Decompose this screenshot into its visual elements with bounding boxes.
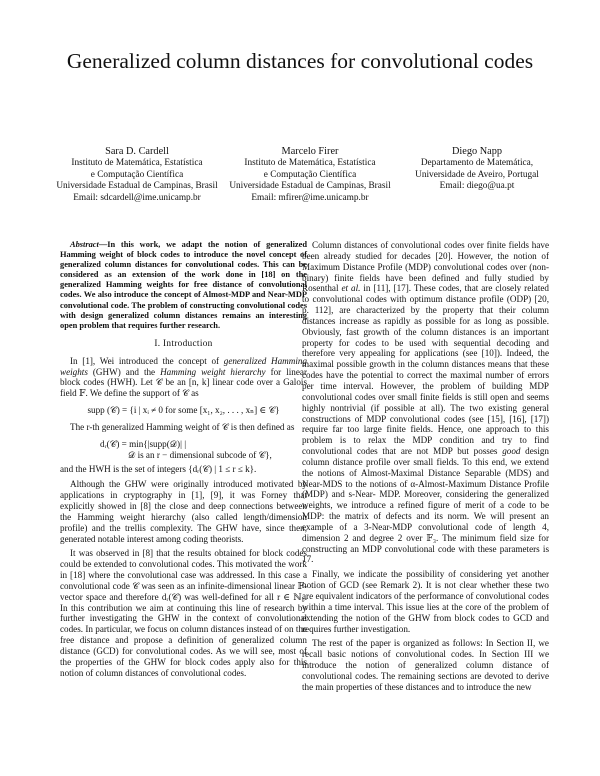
- text-run: In [1], Wei introduced the concept of: [70, 355, 224, 366]
- text-run: (GHW) and the: [87, 366, 161, 377]
- emphasis-text: good: [502, 446, 521, 457]
- author-affiliation: Departamento de Matemática,: [420, 158, 534, 168]
- author-affiliation: Instituto de Matemática, Estatística: [244, 158, 376, 168]
- author-affiliation: Universidade de Aveiro, Portugal: [415, 169, 539, 180]
- equation-line: dᵣ(𝒞) = min{|supp(𝒟)| |: [100, 438, 187, 449]
- section-heading: I. Introduction: [154, 338, 213, 349]
- intro-paragraph-5: It was observed in [8] that the results obtained for block codes could be extended to convolutional codes. This motivated the work in [18] where the convolutional case was addressed. In this case a convolutional code 𝒞 was seen as an infinite-dimensional linear 𝔽-vector space and therefore dᵣ(𝒞) was well-defined for all r ∈ ℕ₀. In this contribution we aim at continuing this line of research by further investigating the GHW in the context of convolutional codes. In particular, we focus on column distances instead of on the free distance and propose a definition of generalized column distance (GCD) for convolutional codes. As we will see, most of the properties of the GHW for block codes apply also for this notion of column distances of convolutional codes.: [60, 548, 307, 678]
- text-run: Column distances of convolutional codes over finite fields have been already studied for decades [20]. However, the notion of Maximum Distance Profile (MDP) convolutional codes over (non-binary) finite fields have been defined and fully studied by Rosenthal: [302, 240, 549, 294]
- intro-paragraph-6: [302, 240, 549, 565]
- equation-ghw: [100, 439, 307, 461]
- emphasis-text: Hamming weight hierarchy: [160, 366, 266, 377]
- intro-paragraph-1: [60, 356, 307, 399]
- author-affiliation: Universidade Estadual de Campinas, Brasil: [56, 181, 218, 192]
- author-name: Diego Napp: [451, 146, 503, 157]
- abstract: [60, 240, 307, 331]
- emphasis-text: generalized Hamming weights: [60, 355, 307, 377]
- author-affiliation: e Computação Científica: [90, 169, 184, 180]
- author-napp: [394, 145, 560, 193]
- emphasis-text: et al.: [341, 283, 361, 294]
- intro-paragraph-7: Finally, we indicate the possibility of considering yet another notion of GCD (see Remark 2). It is not clear whether these two are equivalent indicators of the performance of convolutional codes within a time interval. This issue lies at the core of the problem of extending the notion of the GHW from block codes to GCD and requires further investigation.: [302, 569, 549, 634]
- author-affiliation: e Computação Científica: [263, 169, 357, 180]
- abstract-text: —In this work, we adapt the notion of generalized Hamming weight of block codes to introduce the novel concept of generalized column distances for convolutional codes. This can be considered as an extension of the work done in [18] on the generalized Hamming weights for free distance of convolutional codes. We also introduce the concept of Almost-MDP and Near-MDP convolutional code. The problem of constructing convolutional codes with design generalized column distances remains an interesting open problem that requires further research.: [60, 240, 307, 330]
- text-run: for linear block codes (HWH). Let 𝒞 be an [n, k] linear code over a Galois field 𝔽. We define the support of 𝒞 as: [60, 366, 307, 399]
- author-name: Marcelo Firer: [281, 146, 339, 157]
- author-name: Sara D. Cardell: [105, 146, 169, 157]
- left-column: [60, 240, 307, 678]
- intro-paragraph-4: Although the GHW were originally introduced motivated by applications in cryptography in [1], [9], it was Forney that explicitly showed in [8] the close and deep connections between the Hamming weight hierarchy (also called length/dimension profile) and the trellis complexity. The GHW have, since then, generated notable interest among coding theorists.: [60, 479, 307, 544]
- author-firer: [220, 145, 400, 204]
- intro-paragraph-2: The r-th generalized Hamming weight of 𝒞 is then defined as: [70, 421, 295, 432]
- paper-title: Generalized column distances for convolutional codes: [66, 49, 534, 73]
- author-email: Email: sdcardell@ime.unicamp.br: [73, 192, 201, 203]
- author-affiliation: Instituto de Matemática, Estatística: [71, 158, 203, 168]
- author-cardell: [48, 145, 226, 204]
- author-email: Email: diego@ua.pt: [439, 181, 515, 192]
- equation-line: 𝒟 is an r − dimensional subcode of 𝒞},: [128, 449, 272, 460]
- text-run: design column distance profile over small fields. To this end, we extend the notions of Almost-Maximal Distance Separable (MDS) and Near-MDS to the notions of α-Almost-Maximum Distance Profile (MDP) and s-Near- MDP. Moreover, considering the generalized weights, we introduce a refined figure of merit of a code to be MDP: the matrix of defects and its norm. We will present an example of a 3-Near-MDP convolutional code of length 4, dimension 2 and degree 2 over 𝔽₃. The minimum field size for constructing an MDP convolutional code with these parameters is 17.: [302, 446, 549, 565]
- intro-paragraph-3: and the HWH is the set of integers {dᵣ(𝒞) | 1 ≤ r ≤ k}.: [60, 464, 257, 475]
- author-affiliation: Universidade Estadual de Campinas, Brasil: [229, 181, 391, 192]
- equation-support: supp (𝒞) = {i | xᵢ ≠ 0 for some [x₁, x₂, . . . , xₙ] ∈ 𝒞}: [87, 405, 280, 416]
- intro-paragraph-8: The rest of the paper is organized as follows: In Section II, we recall basic notions of convolutional codes. In Section III we introduce the notion of generalized column distance of convolutional codes. The remaining sections are devoted to derive the main properties of these distances and to introduce the new: [302, 638, 549, 692]
- right-column: [302, 240, 549, 693]
- text-run: in [11], [17]. These codes, that are closely related to convolutional codes with optimum distance profile (ODP) [20, p. 112], are characterized by the property that their column distances increase as rapidly as possible for as long as possible. Obviously, fast growth of the column distances is an important property for codes to be used with sequential decoding and therefore very appealing for applications (see [10]). Indeed, the maximal possible growth in the column distances means that these codes have the potential to correct the maximal number of errors per time interval. However, the problem of building MDP convolutional codes over small finite fields is still open and seems highly nontrivial (if possible at all). The two existing general constructions of MDP convolutional codes (see [15], [16], [17]) require far too large finite fields. Hence, one approach to this problem is to relax the MDP condition and try to find convolutional codes that are not MDP but posses: [302, 283, 549, 457]
- abstract-label: Abstract: [70, 240, 99, 249]
- author-email: Email: mfirer@ime.unicamp.br: [251, 192, 369, 203]
